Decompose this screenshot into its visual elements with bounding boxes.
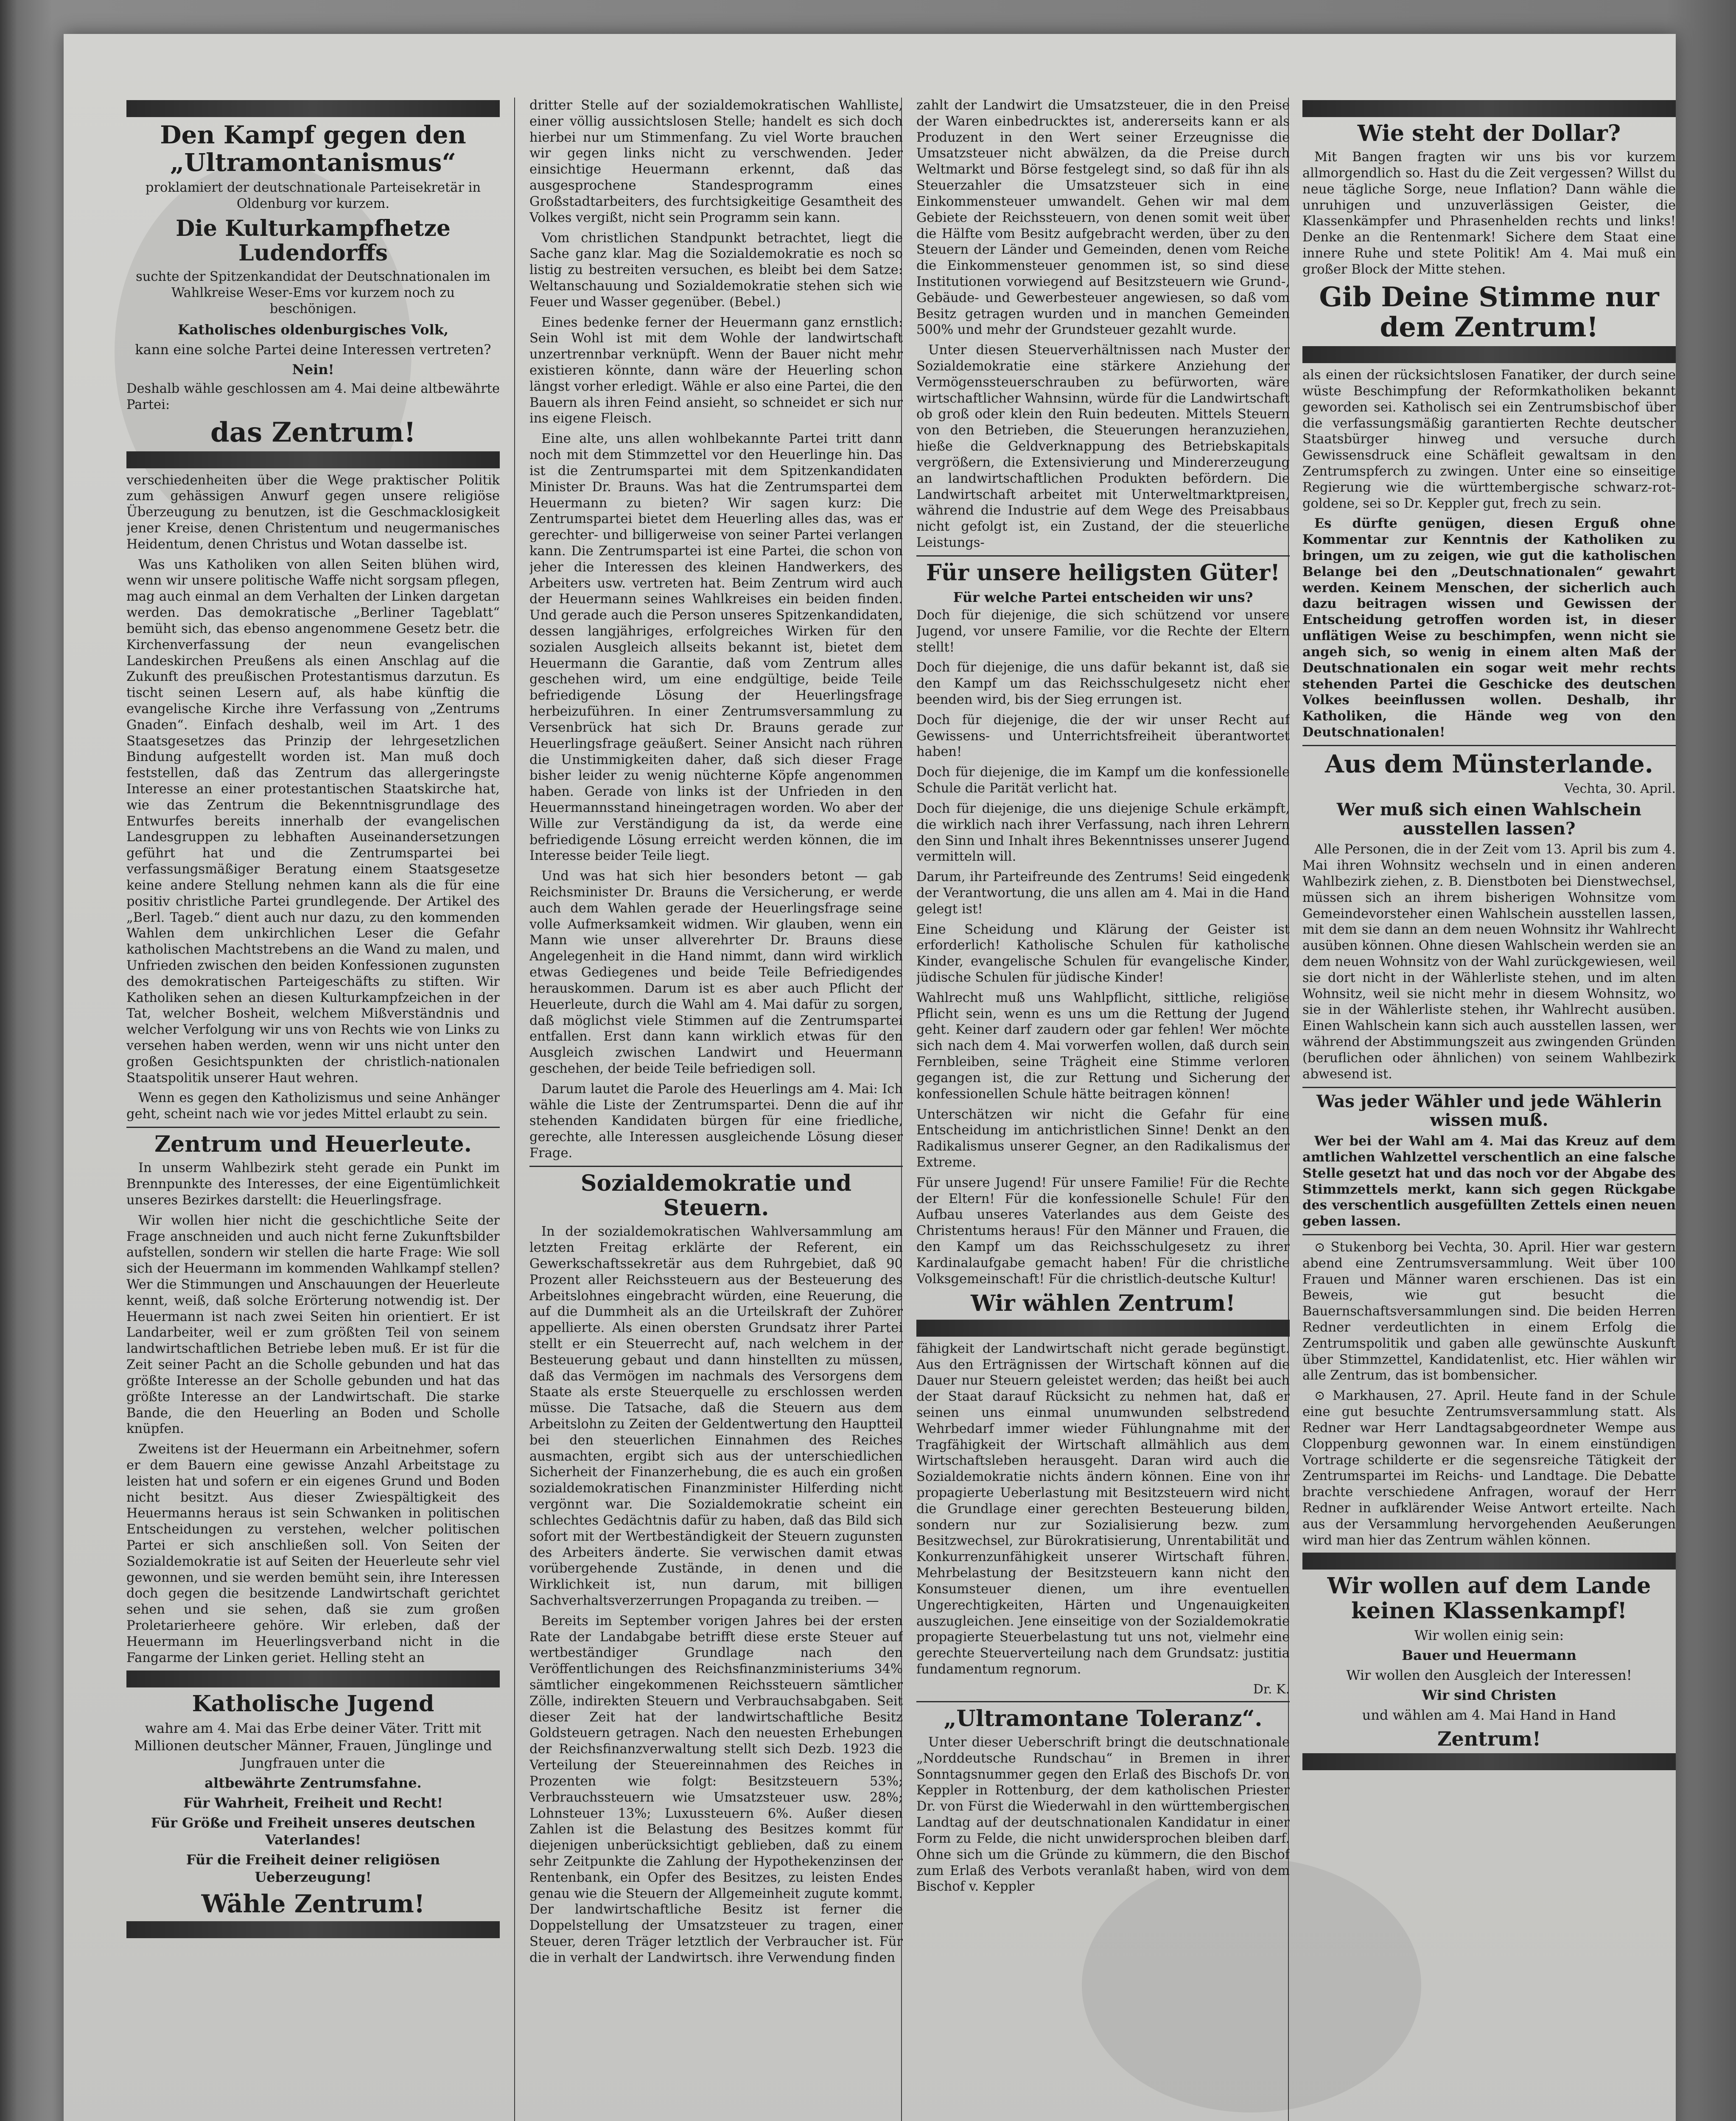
headline-kein-klassenkampf: Wir wollen auf dem Lande keinen Klassenkampf! [1327,1573,1651,1624]
author-signature: Dr. K. [1253,1682,1290,1697]
article-text: Eine alte, uns allen wohlbekannte Partei tritt dann noch mit dem Stimmzettel vor den Heuerlinge hin. Das ist die Zentrumspartei mit dem Spitzenkandidaten Minister Dr. Brauns. Was hat die Zentrumspartei dem Heuermann zu bieten? Wir sagen kurz: Die Zentrumspartei bietet dem Heuerling alles das, was er gerechter- und billigerweise von seiner Partei verlangen kann. Die Zentrumspartei ist eine Partei, die schon von jeher die Interessen des kleinen Handwerkers, des Arbeiters usw. vertreten hat. Beim Zentrum wird auch der Heuermann seines Wahlkreises ein beiden finden. Und gerade auch die Person unseres Spitzenkandidaten, dessen langjähriges, erfolgreiches Wirken für den sozialen Ausgleich allseits bekannt ist, bietet dem Heuermann die Garantie, daß vom Zentrum alles geschehen wird, um eine endgültige, beide Teile befriedigende Lösung der Heuerlingsfrage herbeizuführen. In einer Zentrumsversammlung zu Versenbrück hat sich Dr. Brauns gerade zur Heuerlingsfrage geäußert. Seiner Ansicht nach rühren die Unstimmigkeiten daher, daß sich dieser Frage bisher leider zu wenig nüchterne Köpfe angenommen haben. Gerade von links ist der Unfrieden in den Heuermannsstand hineingetragen worden. Wo aber der Wille zur Verständigung da ist, da werde eine befriedigende Lösung erreicht werden können, die im Interesse beider Teile liegt. [529,431,903,864]
headline-heiligste-gueter: Für unsere heiligsten Güter! [926,560,1280,586]
headline-waehler-wissen: Was jeder Wähler und jede Wählerin wissen muß. [1316,1091,1662,1130]
article-text: Zweitens ist der Heuermann ein Arbeitnehmer, sofern er dem Bauern eine gewisse Anzahl Arbeitstage zu leisten hat und sofern er ein eigenes Grund und Boden nicht besitzt. Aus dieser Zwiespältigkeit des Heuermanns heraus ist sein Schwanken in politischen Entscheidungen zu verstehen, welcher politischen Partei er sich anschließen soll. Von Seiten der Sozialdemokratie ist auf Seiten der Heuerleute sehr viel gewonnen, und sie werden bemüht sein, ihre Interessen doch gegen die besitzende Landwirtschaft gerichtet sehen und sie sehen, daß sie zum großen Proletarierheere gehöre. Wir erleben, daß der Heuermann im Heuerlingsverband nicht in die Fangarme der Linken geriet. Helling steht an [126,1442,500,1665]
black-rule-bar [916,1320,1290,1337]
section-divider [1302,745,1676,746]
column-1 [126,98,500,2121]
jugend-line: Für Wahrheit, Freiheit und Recht! [183,1794,443,1811]
kampf-intro: proklamiert der deutschnationale Parteisekretär in Oldenburg vor kurzem. [145,180,481,211]
article-text: Doch für diejenige, die uns dafür bekannt ist, daß sie den Kampf um das Reichsschulgesetz nicht eher beenden wird, bis der Sieg errungen ist. [916,660,1290,708]
dateline: Vechta, 30. April. [1564,781,1676,796]
headline-katholische-jugend: Katholische Jugend [192,1690,434,1717]
lande-line: Wir sind Christen [1422,1687,1557,1703]
subheadline-partei: Für welche Partei entscheiden wir uns? [953,589,1253,605]
section-divider [916,1701,1290,1702]
article-text: Unterschätzen wir nicht die Gefahr für eine Entscheidung im antichristlichen Sinne! Denkt an den Radikalismus unserer Gegner, an den Radikalismus der Extreme. [916,1107,1290,1170]
black-rule-bar [126,100,500,117]
article-text: In der sozialdemokratischen Wahlversammlung am letzten Freitag erklärte der Referent, ein Gewerkschaftssekretär aus dem Ruhrgebiet, daß 90 Prozent aller Reichssteuern aus der Besteuerung des Arbeitslohnes eingebracht würden, eine Reuerung, die auf die Dummheit als an die Urteilskraft der Zuhörer appellierte. Als einen obersten Grundsatz ihrer Partei stellt er ein Steuerrecht auf, nach welchem in der Besteuerung gebaut und dann hinstellten zu müssen, daß das Vermögen im nachmals des Versorgens dem Staate als erste Steuerquelle zu erschlossen werden müsse. Die Tatsache, daß die Steuern aus dem Arbeitslohn zu Zeiten der Geldentwertung den Hauptteil bei den steuerlichen Einnahmen des Reiches ausmachten, ergibt sich aus der unterschiedlichen Sicherheit der Finanzerhebung, die es auch ein großen sozialdemokratischen Finanzminister Hilferding nicht vergönnt war. Die Sozialdemokratie scheint ein schlechtes Gedächtnis dafür zu haben, daß das Bild sich sofort mit der Wertbeständigkeit der Steuern zugunsten des Arbeiters änderte. Sie verwischen damit etwas vorübergehende Zustände, in denen und die Wirklichkeit ist, nun darum, mit billigen Sachverhaltsverzerrungen Propaganda zu treiben. — [529,1224,903,1608]
article-text: Wenn es gegen den Katholizismus und seine Anhänger geht, scheint nach wie vor jedes Mittel erlaubt zu sein. [126,1091,500,1122]
article-text: Eines bedenke ferner der Heuermann ganz ernstlich: Sein Wohl ist mit dem Wohle der landwirtschaft unzertrennbar verknüpft. Wenn der Bauer nicht mehr existieren könnte, dann wäre der Heuerling schon längst vorher erledigt. Wähle er also eine Partei, die den Bauern als ihren Feind ansieht, so schneidet er sich nur ins eigene Fleisch. [529,315,903,426]
black-rule-bar [1302,1753,1676,1770]
headline-kampf: Den Kampf gegen den „Ultramontanismus“ [160,120,466,177]
headline-kulturkampfhetze: Die Kulturkampfhetze Ludendorffs [176,215,451,266]
section-divider [529,1166,903,1167]
lande-line: und wählen am 4. Mai Hand in Hand [1362,1707,1616,1723]
article-text: Doch für diejenige, die uns diejenige Schule erkämpft, die wirklich nach ihrer Verfassung, nach ihren Lehrern den Sinn und Inhalt ihres Bekenntnisses unserer Jugend vermitteln will. [916,801,1290,865]
headline-gib-deine-stimme: Gib Deine Stimme nur dem Zentrum! [1319,281,1659,344]
article-text: Vom christlichen Standpunkt betrachtet, liegt die Sache ganz klar. Mag die Sozialdemokratie es noch so listig zu bestreiten versuchen, es bleibt bei dem Satze: Weltanschauung und Sozialdemokratie stehen sich wie Feuer und Wasser gegenüber. (Bebel.) [529,230,903,310]
article-text: Wahlrecht muß uns Wahlpflicht, sittliche, religiöse Pflicht sein, wenn es uns um die Rettung der Jugend geht. Keiner darf zaudern oder gar fehlen! Wer möchte sich nach dem 4. Mai vorwerfen wollen, daß durch sein Fernbleiben, seine Trägheit eine Stimme verloren gegangen ist, die zur Rettung und Sicherung der konfessionellen Schule hätte beitragen können! [916,990,1290,1102]
section-divider [1302,1087,1676,1088]
article-text: Doch für diejenige, die sich schützend vor unsere Jugend, vor unsere Familie, vor die Rechte der Eltern stellt! [916,607,1290,655]
article-text: als einen der rücksichtslosen Fanatiker, der durch seine wüste Beschimpfung der Reformkatholiken bekannt geworden sei. Katholisch sei ein Zentrumsbischof über die verfassungsmäßig garantierten Rechte deutscher Staatsbürger hinweg und versuche durch Gewissensdruck eine Schäfleit gewaltsam in den Zentrumspferch zu zwingen. Unter eine so einseitige Regierung wie die württembergische schwarz-rot-goldene, sei so Dr. Keppler gut, frech zu sein. [1302,368,1676,511]
black-rule-bar [126,1670,500,1687]
black-rule-bar [126,1921,500,1938]
article-text: Es dürfte genügen, diesen Erguß ohne Kommentar zur Kenntnis der Katholiken zu bringen, um zu zeigen, wie gut die katholischen Belange bei den „Deutschnationalen“ gewahrt werden. Keinem Menschen, der sicherlich auch dazu beitragen wissen und Gewissen der Entscheidung getroffen worden ist, in dieser unflätigen Weise zu beschimpfen, wenn nicht sie angeh sich, so wenig in einem alten Maß der Deutschnationalen ein sogar weit mehr rechts stehenden Partei die Geschicke des deutschen Volkes beeinflussen wollen. Deshalb, ihr Katholiken, die Hände weg von den Deutschnationalen! [1302,516,1676,740]
column-rule [514,98,515,2121]
article-text: Eine Scheidung und Klärung der Geister ist erforderlich! Katholische Schulen für katholische Kinder, evangelische Schulen für evangelische Kinder, jüdische Schulen für jüdische Kinder! [916,922,1290,985]
article-text: Und was hat sich hier besonders betont — gab Reichsminister Dr. Brauns die Versicherung, er werde auch dem Wahlen gerade der Heuerlingsfrage seine volle Aufmerksamkeit widmen. Wir glauben, wenn ein Mann wie unser allverehrter Dr. Brauns diese Angelegenheit in die Hand nimmt, dann wird wirklich etwas Gediegenes und beide Teile Befriedigendes herauskommen. Darum ist es aber auch Pflicht der Heuerleute, durch die Wahl am 4. Mai dafür zu sorgen, daß möglichst viele Stimmen auf die Zentrumspartei entfallen. Erst dann kann wirklich etwas für den Ausgleich zwischen Landwirt und Heuermann geschehen, der beide Teile befriedigen soll. [529,869,903,1076]
kampf-line-1: Katholisches oldenburgisches Volk, [177,322,449,338]
article-text: Wir wollen hier nicht die geschichtliche Seite der Frage anschneiden und auch nicht ferne Zukunftsbilder aufstellen, sondern wir stellen die harte Frage: Wie soll sich der Heuermann im kommenden Wahlkampf stellen? Wer die Stimmungen und Anschauungen der Heuerleute kennt, weiß, daß solche Erörterung notwendig ist. Der Heuermann ist nach zwei Seiten hin orientiert. Er ist Landarbeiter, weil er zum größten Teil von seinem landwirtschaftlichen Betriebe leben muß. Er ist für die Zeit seiner Pacht an die Scholle gebunden und hat das größte Interesse an der Scholle gebunden und hat das größte Interesse an der Landwirtschaft. Die starke Bande, die den Heuerling an Boden und Scholle knüpfen. [126,1213,500,1437]
kampf-line-2: kann eine solche Partei deine Interessen vertreten? [135,341,491,358]
column-2 [529,98,903,2121]
section-divider [916,555,1290,557]
lande-line: Bauer und Heuermann [1402,1647,1576,1663]
headline-ultramontane-toleranz: „Ultramontane Toleranz“. [944,1705,1263,1732]
article-text: Mit Bangen fragten wir uns bis vor kurzem allmorgendlich so. Hast du die Zeit vergessen? Willst du neue tägliche Sorge, neue Inflation? Dann wähle die unruhigen und unzuverlässigen Geister, die Klassenkämpfer und Phrasenhelden rechts und links! Denke an die Rentenmark! Sichere dem Staat eine innere Ruhe und stete Politik! Am 4. Mai muß ein großer Block der Mitte stehen. [1302,150,1676,277]
kampf-line-3: Nein! [292,361,334,378]
article-text: Alle Personen, die in der Zeit vom 13. April bis zum 4. Mai ihren Wohnsitz wechseln und in einen anderen Wahlbezirk ziehen, z. B. Dienstboten bei Dienstwechsel, müssen sich an ihrem bisherigen Wohnsitze vom Gemeindevorsteher einen Wahlschein ausstellen lassen, mit dem sie dann an dem neuen Wohnsitz ihr Wahlrecht ausüben können. Ohne diesen Wahlschein werden sie an dem neuen Wohnsitz von der Wahl zurückgewiesen, weil sie dort nicht in der Wählerliste stehen, und im alten Wohnsitz, weil sie nicht mehr in diesem Wohnsitz, wo sie in der Wählerliste stehen, ihr Wahlrecht ausüben. Einen Wahlschein kann sich auch ausstellen lassen, wer während der Abstimmungszeit aus zwingenden Gründen (beruflichen oder ähnlichen) von seinem Wahlbezirk abwesend ist. [1302,842,1676,1082]
article-text: ⊙ Markhausen, 27. April. Heute fand in der Schule eine gut besuchte Zentrumsversammlung statt. Als Redner war Herr Landtagsabgeordneter Wempe aus Cloppenburg gewonnen war. In einem einstündigen Vortrage schilderte er die segensreiche Tätigkeit der Zentrumspartei im Reichs- und Landtage. Die Debatte brachte verschiedene Anfragen, worauf der Herr Redner in aufklärender Weise Antwort erteilte. Nach aus der Versammlung hervorgehenden Aeußerungen wird man hier das Zentrum wählen können. [1302,1388,1676,1548]
headline-heuerleute: Zentrum und Heuerleute. [154,1131,472,1158]
article-text: Darum, ihr Parteifreunde des Zentrums! Seid eingedenk der Verantwortung, die uns allen am 4. Mai in die Hand gelegt ist! [916,870,1290,917]
black-rule-bar [1302,100,1676,117]
black-rule-bar [1302,1553,1676,1570]
article-text: zahlt der Landwirt die Umsatzsteuer, die in den Preise der Waren einbedrucktes ist, andererseits kann er als Produzent in den Wert seiner Erzeugnisse die Umsatzsteuer nicht abwälzen, da die Preise durch Weltmarkt und Börse festgelegt sind, so daß für ihn als Steuerzahler die Umsatzsteuer sich in eine Einkommensteuer umwandelt. Gehen wir mal dem Gebiete der Reichssteuern, von denen somit weit über die Hälfte vom Besitz aufgebracht werden, über zu den Steuern der Länder und Gemeinden, denen vom Reiche die Einkommensteuer genommen ist, so sind diese Institutionen vorwiegend auf Besitzsteuern wie Grund-, Gebäude- und Gewerbesteuer angewiesen, so daß vom Besitz getragen wurden und in manchen Gemeinden 500% und mehr der Grundsteuer gezahlt wurde. [916,98,1290,338]
article-text: Doch für diejenige, die im Kampf um die konfessionelle Schule die Parität verlicht hat. [916,765,1290,796]
article-text: verschiedenheiten über die Wege praktischer Politik zum gehässigen Anwurf gegen unsere religiöse Überzeugung zu benutzen, ist die Geschmacklosigkeit jener Kreise, denen Christentum und neugermanisches Heidentum, denen Christus und Wotan dasselbe ist. [126,473,500,552]
jugend-line: altbewährte Zentrumsfahne. [204,1774,422,1791]
lande-line: Wir wollen einig sein: [1414,1627,1564,1643]
column-3 [916,98,1290,2121]
lande-line: Wir wollen den Ausgleich der Interessen! [1346,1667,1632,1683]
jugend-line: Für die Freiheit deiner religiösen Ueberzeugung! [186,1852,440,1886]
article-text: In unserm Wahlbezirk steht gerade ein Punkt im Brennpunkte des Interesses, der eine Eigentümlichkeit unseres Bezirkes darstellt: die Heuerlingsfrage. [126,1161,500,1208]
headline-dollar: Wie steht der Dollar? [1357,120,1621,146]
headline-wir-waehlen-zentrum: Wir wählen Zentrum! [971,1290,1235,1317]
section-divider [126,1127,500,1128]
article-text: Was uns Katholiken von allen Seiten blühen wird, wenn wir unsere politische Waffe nicht sorgsam pflegen, mag auch einmal an dem Verhalten der Linken dargetan werden. Das demokratische „Berliner Tageblatt“ bemüht sich, das ebenso angenommene Gesetz betr. die Kirchenverfassung der neun evangelischen Landeskirchen Preußens als einen Anschlag auf die Zukunft des preußischen Protestantismus darzutun. Es tischt seinen Lesern auf, als habe künftig die evangelische Kirche ihre Verfassung von „Zentrums Gnaden“. Einfach deshalb, weil im Art. 1 des Staatsgesetzes das Prinzip der lehrgesetzlichen Bindung aufgestellt worden ist. Man muß doch feststellen, daß das Zentrum das allergeringste Interesse an einer protestantischen Staatskirche hat, wie das Zentrum die Bekenntnisgrundlage des Entwurfes bereits innerhalb der evangelischen Landesgruppen zu lebhaften Auseinandersetzungen geführt hat und die Zentrumspartei bei verfassungsmäßiger Beratung einem Staatsgesetze keine andere Stellung nehmen kann als die für eine positiv christliche Partei grundlegende. Der Artikel des „Berl. Tageb.“ dient auch nur dazu, zu den kommenden Wahlen dem unkirchlichen Leser die Gefahr katholischen Machtstrebens an die Wand zu malen, und Unfrieden zwischen den beiden Konfessionen zugunsten des demokratischen Parteigeschäfts zu stiften. Wir Katholiken sehen an diesen Kulturkampfzeichen in der Tat, welcher Bosheit, welchem Mißverständnis und welcher Verfolgung wir uns von Rechts wie von Links zu versehen haben werden, wenn wir uns nicht unter den großen Gesichtspunkten der christlich-nationalen Staatspolitik unserer Haut wehren. [126,557,500,1086]
kampf-line-4: Deshalb wähle geschlossen am 4. Mai deine altbewährte Partei: [126,381,500,413]
article-text: ⊙ Stukenborg bei Vechta, 30. April. Hier war gestern abend eine Zentrumsversammlung. Weit über 100 Frauen und Männer waren erschienen. Das ist ein Beweis, wie gut besucht die Bauernschaftsversammlungen sind. Die beiden Herren Redner verdeutlichten in einem Erfolg die Zentrumspolitik und gaben alle gewünschte Auskunft über Stimmzettel, Kandidatenlist, etc. Hier wählen wir alle Zentrum, das ist bombensicher. [1302,1240,1676,1383]
section-divider [1302,1234,1676,1235]
article-text: Bereits im September vorigen Jahres bei der ersten Rate der Landabgabe betrifft diese erste Steuer auf wertbeständiger Grundlage nach den Veröffentlichungen des Reichsfinanzministeriums 34% sämtlicher eingekommenen Reichssteuern sämtlicher Zölle, indirekten Steuern und Verbrauchsabgaben. Seit dieser Zeit hat der landwirtschaftliche Besitz Goldsteuern getragen. Nach den neuesten Erhebungen der Reichsfinanzverwaltung stellt sich Dezb. 1923 die Verteilung der Steuereinnahmen des Reiches in Prozenten wie folgt: Besitzsteuern 53%; Verbrauchssteuern wie Umsatzsteuer usw. 28%; Lohnsteuer 13%; Luxussteuern 6%. Außer diesen Zahlen ist die Belastung des Besitzes kommt für diejenigen unberücksichtigt geblieben, daß zu einem sehr Zeitpunkte die Zahlung der Hypothekenzinsen der Rentenbank, ein Opfer des Besitzes, zu leisten Endes genau wie die Steuern der Allgemeinheit zugute kommt. Der landwirtschaftliche Besitz ist ferner die Doppelstellung der Umsatzsteuer zu tragen, einer Steuer, deren Träger letztlich der Verbraucher ist. Für die in verhalt der Landwirtsch. ihre Verwendung finden [529,1613,903,1965]
kampf-text: suchte der Spitzenkandidat der Deutschnationalen im Wahlkreise Weser-Ems vor kurzem noch zu beschönigen. [136,269,490,316]
newspaper-page [64,34,1676,2121]
article-text: Für unsere Jugend! Für unsere Familie! Für die Rechte der Eltern! Für die konfessionelle Schule! Für den Aufbau unseres Vaterlandes aus dem Geiste des Christentums heraus! Für den Männer und Frauen, die den Kampf um das Reichsschulgesetz zu ihrer Kardinalaufgabe gemacht haben! Für die christliche Volksgemeinschaft! Für die christlich-deutsche Kultur! [916,1175,1290,1287]
headline-sozialdemokratie-steuern: Sozialdemokratie und Steuern. [580,1170,852,1221]
column-4 [1302,98,1676,2121]
headline-muensterlande: Aus dem Münsterlande. [1325,749,1653,778]
article-text: Unter dieser Ueberschrift bringt die deutschnationale „Norddeutsche Rundschau“ in Bremen in ihrer Sonntagsnummer gegen den Erlaß des Bischofs Dr. von Keppler in Rottenburg, der dem katholischen Priester Dr. von Fürst die Wiederwahl in den württembergischen Landtag auf der deutschnationalen Kandidatur in einer Form zu Felde, die nicht unwidersprochen bleiben darf. Ohne sich um die Gründe zu kümmern, die den Bischof zum Erlaß des Verbots veranlaßt haben, wird von dem Bischof v. Keppler [916,1735,1290,1894]
headline-waehle-zentrum: Wähle Zentrum! [201,1889,425,1919]
article-text: dritter Stelle auf der sozialdemokratischen Wahlliste, einer völlig aussichtslosen Stelle; handelt es sich doch hierbei nur um Stimmenfang. Zu viel Worte brauchen wir gegen links nicht zu verschwenden. Jeder einsichtige Heuermann erkennt, daß das ausgesprochene Standesprogramm eines Großstadtarbeiters, des furchtsigkeitige Gesamtheit des Volkes vergißt, nicht sein Programm sein kann. [529,98,903,225]
article-text: Darum lautet die Parole des Heuerlings am 4. Mai: Ich wähle die Liste der Zentrumspartei. Denn die auf ihr stehenden Kandidaten bürgen für eine friedliche, gerechte, alle Interessen ausgleichende Lösung dieser Frage. [529,1081,903,1161]
jugend-line: Für Größe und Freiheit unseres deutschen Vaterlandes! [151,1814,476,1848]
headline-zentrum: Zentrum! [1437,1727,1541,1750]
article-text: Wer bei der Wahl am 4. Mai das Kreuz auf dem amtlichen Wahlzettel verschentlich an eine falsche Stelle gesetzt hat und das noch vor der Abgabe des Stimmzettels merkt, kann sich gegen Rückgabe des verschentlich ausgefüllten Zettels einen neuen geben lassen. [1302,1133,1676,1229]
article-text: fähigkeit der Landwirtschaft nicht gerade begünstigt. Aus den Erträgnissen der Wirtschaft können auf die Dauer nur Steuern geleistet werden; das heißt bei auch der Staat darauf Rücksicht zu nehmen hat, daß er seinen uns einmal unumwunden selbstredend Wehrbedarf immer wieder Fühlungnahme mit der Tragfähigkeit der Wirtschaft allmählich aus dem Wirtschaftsleben herausgeht. Daran wird auch die Sozialdemokratie nichts ändern können. Eine von ihr propagierte Ueberlastung mit Besitzsteuern wird nicht die Grundlage einer gerechten Besteuerung bilden, sondern nur zur Sozialisierung bezw. zum Besitzwechsel, zur Bürokratisierung, Unrentabilität und Konkurrenzunfähigkeit unserer Wirtschaft führen. Mehrbelastung der Besitzsteuern kann nicht den Konsumsteuer dienen, um ihre eventuellen Ungerechtigkeiten, Härten und Ungenauigkeiten auszugleichen. Jene einseitige von der Sozialdemokratie propagierte Steuerbelastung tut uns not, vielmehr eine gerechte Steuerverteilung nach dem Grundsatz: justitia fundamentum regnorum. [916,1341,1290,1677]
article-text: Unter diesen Steuerverhältnissen nach Muster der Sozialdemokratie eine stärkere Anziehung der Vermögenssteuerschrauben zu befürworten, wäre wirtschaftlicher Wahnsinn, würde für die Landwirtschaft ob groß oder klein den Ruin bedeuten. Mittels Steuern von den Betrieben, die Steuerungen heranzuziehen, hieße die Geldverknappung des Betriebskapitals vergrößern, die Extensivierung und Mindererzeugung an landwirtschaftlichen Produkten befördern. Die Landwirtschaft arbeitet mit Unterweltmarktpreisen, während die Industrie auf dem Wege des Preisabbaus nicht gefolgt ist, ein Zustand, der die steuerliche Leistungs- [916,343,1290,550]
headline-wahlschein: Wer muß sich einen Wahlschein ausstellen lassen? [1336,799,1642,839]
article-text: Doch für diejenige, die der wir unser Recht auf Gewissens- und Unterrichtsfreiheit überantwortet haben! [916,712,1290,760]
black-rule-bar [126,451,500,468]
headline-das-zentrum: das Zentrum! [210,416,416,448]
black-rule-bar [1302,346,1676,363]
jugend-line: wahre am 4. Mai das Erbe deiner Väter. Tritt mit Millionen deutscher Männer, Frauen, Jünglinge und Jungfrauen unter die [134,1720,492,1771]
